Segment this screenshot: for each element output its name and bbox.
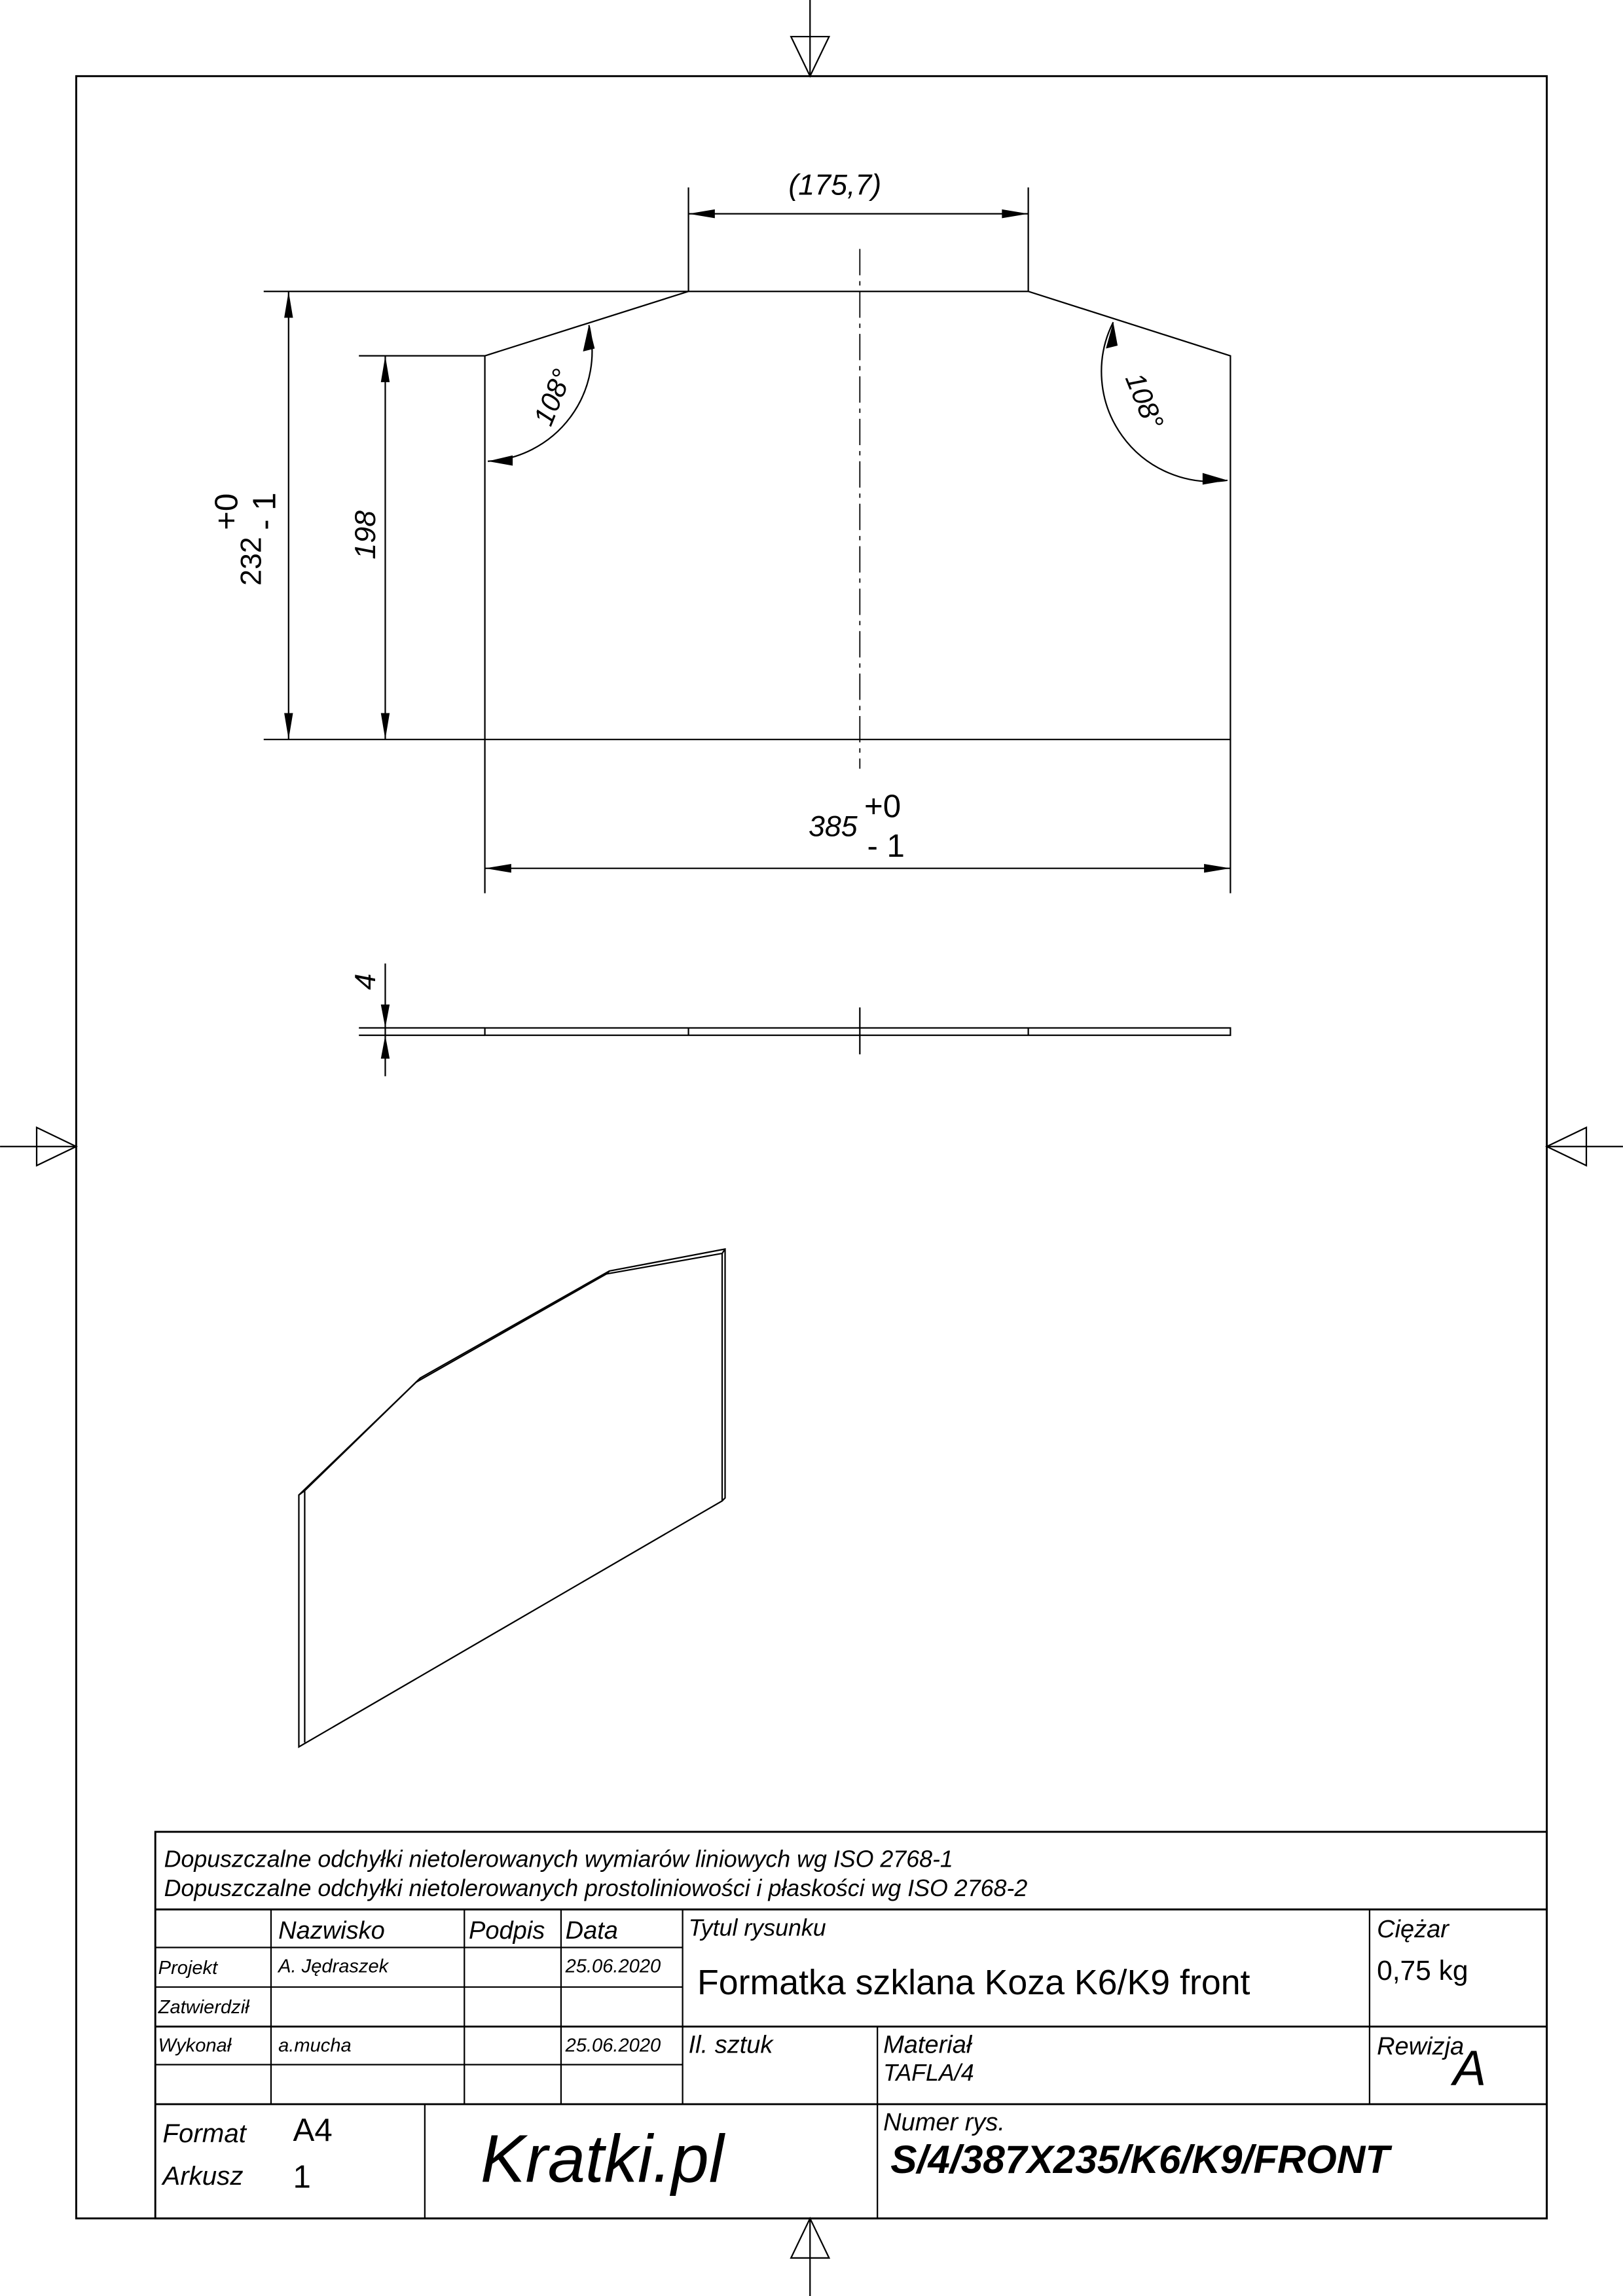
- wykonal-name: a.mucha: [278, 2035, 352, 2056]
- isometric-view: [299, 1249, 725, 1747]
- zatwierdzil-label: Zatwierdził: [158, 1997, 249, 2018]
- rewizja-value: A: [1453, 2040, 1487, 2096]
- dim-angle-left: 108°: [528, 365, 579, 431]
- tolerance-note-2: Dopuszczalne odchyłki nietolerowanych prostoliniowości i płaskości wg ISO 2768-2: [164, 1875, 1028, 1902]
- projekt-name: A. Jędraszek: [278, 1956, 389, 1977]
- wykonal-label: Wykonał: [158, 2035, 232, 2056]
- projekt-label: Projekt: [158, 1957, 218, 1979]
- dim-width-tol-plus: +0: [864, 788, 902, 825]
- dim-side-height: 198: [348, 510, 382, 560]
- dim-width: 385: [809, 810, 858, 843]
- dim-total-height-tol-minus: - 1: [246, 492, 283, 530]
- dim-total-height: 232: [234, 537, 268, 586]
- dim-width-tol-minus: - 1: [867, 827, 905, 864]
- title-block: [155, 1832, 1546, 2219]
- drawing-title: Formatka szklana Koza K6/K9 front: [697, 1963, 1250, 2003]
- dim-angle-right: 108°: [1118, 368, 1169, 434]
- arkusz-label: Arkusz: [162, 2161, 244, 2191]
- tytul-label: Tytul rysunku: [688, 1914, 826, 1941]
- format-value: A4: [293, 2111, 333, 2148]
- dim-thickness: 4: [348, 973, 382, 990]
- front-view: [209, 169, 1231, 893]
- dim-total-height-tol-plus: +0: [208, 493, 245, 530]
- sztuk-label: Il. sztuk: [688, 2031, 773, 2059]
- material-value: TAFLA/4: [883, 2060, 974, 2087]
- col-data: Data: [565, 1917, 618, 1945]
- wykonal-date: 25.06.2020: [565, 2035, 661, 2056]
- arkusz-value: 1: [293, 2159, 311, 2195]
- format-label: Format: [162, 2119, 246, 2149]
- col-nazwisko: Nazwisko: [278, 1917, 385, 1945]
- col-podpis: Podpis: [468, 1917, 545, 1945]
- glass-edge: [485, 1028, 1231, 1035]
- side-view: [349, 963, 1231, 1076]
- dim-top-width: (175,7): [788, 168, 882, 202]
- company-logo: Kratki.pl: [480, 2121, 724, 2197]
- glass-outline: [485, 291, 1231, 740]
- rewizja-label: Rewizja: [1377, 2032, 1465, 2060]
- drawing-number: S/4/387X235/K6/K9/FRONT: [890, 2137, 1390, 2182]
- ciezar-value: 0,75 kg: [1377, 1955, 1468, 1986]
- projekt-date: 25.06.2020: [565, 1956, 661, 1977]
- ciezar-label: Ciężar: [1377, 1915, 1449, 1943]
- numer-label: Numer rys.: [883, 2109, 1005, 2137]
- tolerance-note-1: Dopuszczalne odchyłki nietolerowanych wymiarów liniowych wg ISO 2768-1: [164, 1846, 953, 1873]
- material-label: Materiał: [883, 2031, 972, 2059]
